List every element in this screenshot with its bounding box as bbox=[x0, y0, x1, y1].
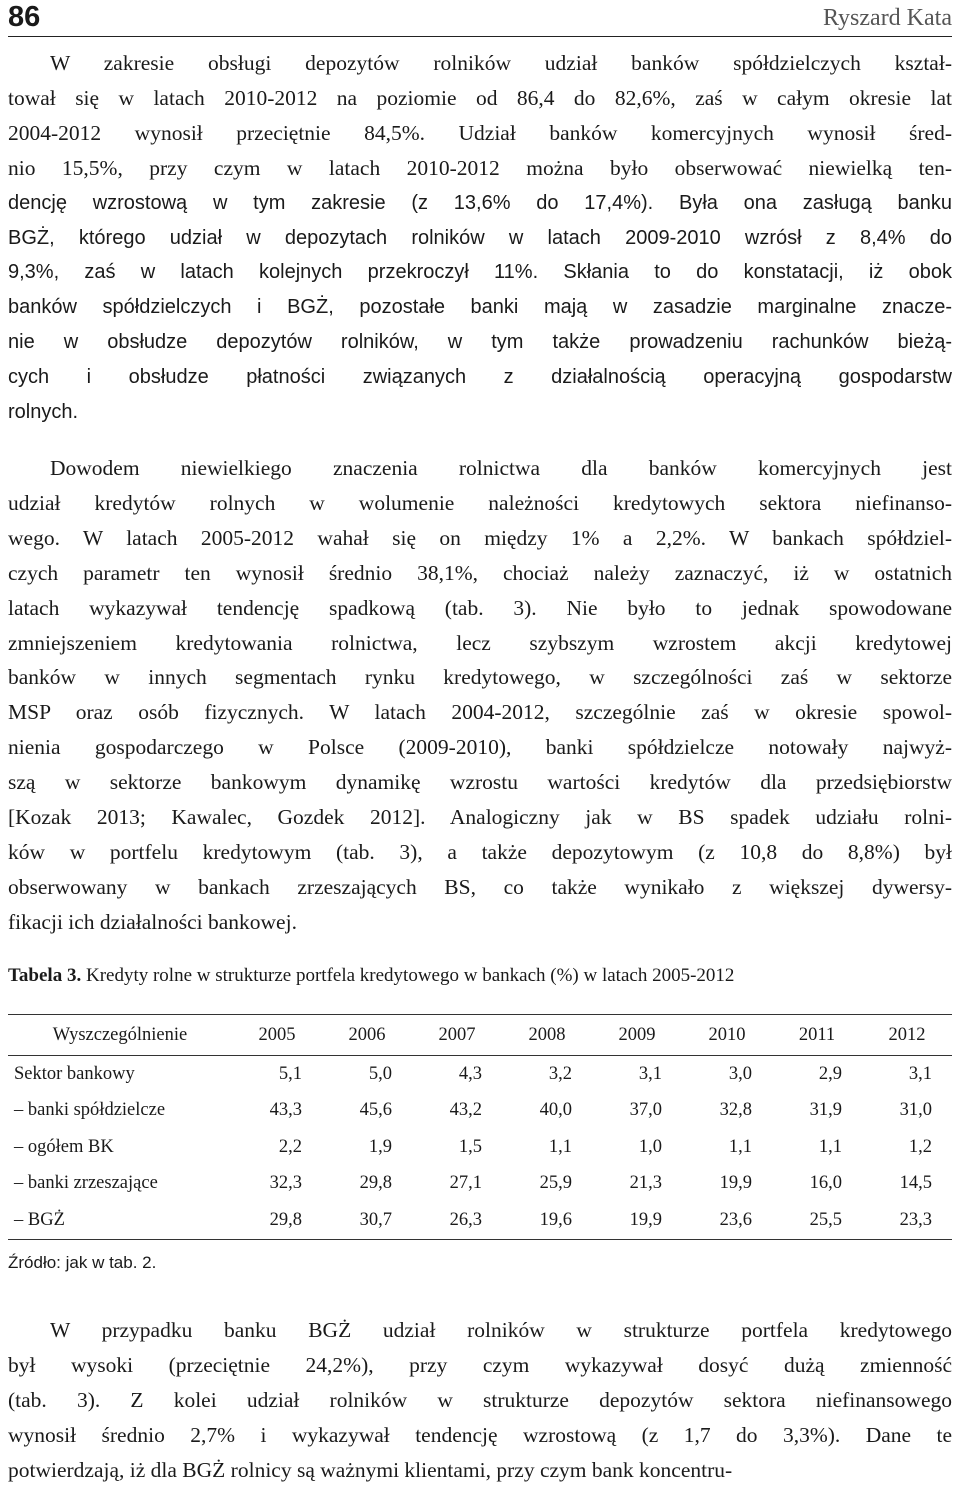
table-caption-label: Tabela 3. bbox=[8, 965, 82, 986]
paragraph-3 bbox=[8, 1313, 952, 1488]
paragraph-2 bbox=[8, 451, 952, 940]
text-line: banków spółdzielczych i BGŻ, pozostałe banki mają w zasadzie marginalne znacze- bbox=[8, 296, 952, 319]
table-cell: 5,1 bbox=[278, 1063, 302, 1084]
table-cell: 2,9 bbox=[818, 1063, 842, 1084]
table-header-year: 2007 bbox=[412, 1015, 502, 1056]
table-cell: 1,1 bbox=[728, 1136, 752, 1157]
table-cell: 3,2 bbox=[548, 1063, 572, 1084]
table-header-year: 2009 bbox=[592, 1015, 682, 1056]
table-cell: 23,3 bbox=[862, 1202, 952, 1239]
table-header-year: 2011 bbox=[772, 1015, 862, 1056]
table-cell: 37,0 bbox=[629, 1100, 662, 1121]
table-cell: 30,7 bbox=[322, 1202, 412, 1239]
table-row bbox=[8, 1202, 952, 1239]
table-row bbox=[8, 1056, 952, 1093]
text-line: zmniejszeniem kredytowania rolnictwa, lecz szybszym wzrostem akcji kredytowej bbox=[8, 630, 952, 655]
text-line: 2004-2012 wynosił przeciętnie 84,5%. Udział banków komercyjnych wynosił śred- bbox=[8, 120, 952, 145]
table-cell: 21,3 bbox=[629, 1173, 662, 1194]
text-line: latach wykazywał tendencję spadkową (tab. 3). Nie było to jednak spowodowane bbox=[8, 595, 952, 620]
text-line: cych i obsłudze płatności związanych z działalnością operacyjną gospodarstw bbox=[8, 366, 952, 389]
table-cell: 1,1 bbox=[548, 1136, 572, 1157]
table-header-year: 2006 bbox=[322, 1015, 412, 1056]
table-cell: 32,3 bbox=[269, 1173, 302, 1194]
table-cell: 45,6 bbox=[359, 1100, 392, 1121]
text-line: czych parametr ten wynosił średnio 38,1%, chociaż należy zaznaczyć, iż w ostatnich bbox=[8, 560, 952, 585]
text-line: (tab. 3). Z kolei udział rolników w strukturze depozytów sektora niefinansowego bbox=[8, 1387, 952, 1412]
table-cell: 32,8 bbox=[719, 1100, 752, 1121]
table-header-year: 2012 bbox=[862, 1015, 952, 1056]
text-line: był wysoki (przeciętnie 24,2%), przy czym wykazywał dosyć dużą zmienność bbox=[8, 1352, 952, 1377]
text-line: BGŻ, którego udział w depozytach rolników w latach 2009-2010 wzrósł z 8,4% do bbox=[8, 226, 952, 249]
table-cell: 23,6 bbox=[682, 1202, 772, 1239]
table-cell: 29,8 bbox=[232, 1202, 322, 1239]
text-line: nie w obsłudze depozytów rolników, w tym także prowadzeniu rachunków bieżą- bbox=[8, 331, 952, 354]
table-cell: 1,2 bbox=[908, 1136, 932, 1157]
text-line: wego. W latach 2005-2012 wahał się on między 1% a 2,2%. W bankach spółdziel- bbox=[8, 525, 952, 550]
table-row-label: Sektor bankowy bbox=[14, 1063, 135, 1084]
table-cell: 14,5 bbox=[899, 1173, 932, 1194]
table-cell: 1,5 bbox=[458, 1136, 482, 1157]
table-header-year: 2010 bbox=[682, 1015, 772, 1056]
table-cell: 43,2 bbox=[449, 1100, 482, 1121]
text-line: fikacji ich działalności bankowej. bbox=[8, 909, 297, 934]
text-line: banków w innych segmentach rynku kredytowego, w szczególności zaś w sektorze bbox=[8, 665, 952, 690]
table-cell: 29,8 bbox=[359, 1173, 392, 1194]
table-caption bbox=[8, 963, 734, 989]
text-line: W przypadku banku BGŻ udział rolników w strukturze portfela kredytowego bbox=[50, 1318, 952, 1342]
credit-table bbox=[8, 1014, 952, 1240]
table-row-label: – ogółem BK bbox=[14, 1136, 114, 1157]
table-cell: 27,1 bbox=[449, 1173, 482, 1194]
table-header-year: 2005 bbox=[232, 1015, 322, 1056]
text-line: [Kozak 2013; Kawalec, Gozdek 2012]. Analogiczny jak w BS spadek udziału rolni- bbox=[8, 805, 952, 830]
table-cell: 26,3 bbox=[412, 1202, 502, 1239]
table-cell: 2,2 bbox=[278, 1136, 302, 1157]
table-header-label: Wyszczególnienie bbox=[8, 1015, 232, 1056]
table-header-row bbox=[8, 1015, 952, 1056]
table-source: Źródło: jak w tab. 2. bbox=[8, 1253, 157, 1272]
table-row bbox=[8, 1093, 952, 1130]
text-line: 9,3%, zaś w latach kolejnych przekroczył 11%. Skłania to do konstatacji, iż obok bbox=[8, 261, 952, 284]
text-line: udział kredytów rolnych w wolumenie należności kredytowych sektora niefinanso- bbox=[8, 490, 952, 515]
table-cell: 16,0 bbox=[809, 1173, 842, 1194]
page-header bbox=[8, 0, 952, 37]
table-cell: 43,3 bbox=[269, 1100, 302, 1121]
text-line: MSP oraz osób fizycznych. W latach 2004-2012, szczególnie zaś w okresie spowol- bbox=[8, 700, 952, 725]
text-line: dencję wzrostową w tym zakresie (z 13,6% do 17,4%). Była ona zasługą banku bbox=[8, 191, 952, 214]
text-line: Dowodem niewielkiego znaczenia rolnictwa dla banków komercyjnych jest bbox=[50, 456, 952, 480]
table-cell: 1,9 bbox=[368, 1136, 392, 1157]
table-cell: 31,9 bbox=[809, 1100, 842, 1121]
table-cell: 1,1 bbox=[818, 1136, 842, 1157]
page-number: 86 bbox=[8, 1, 41, 33]
table-cell: 19,6 bbox=[502, 1202, 592, 1239]
table-cell: 3,0 bbox=[728, 1063, 752, 1084]
table-cell: 5,0 bbox=[368, 1063, 392, 1084]
text-line: tował się w latach 2010-2012 na poziomie od 86,4 do 82,6%, zaś w całym okresie lat bbox=[8, 85, 952, 110]
table-row bbox=[8, 1129, 952, 1166]
text-line: wynosił średnio 2,7% i wykazywał tendencję wzrostową (z 1,7 do 3,3%). Dane te bbox=[8, 1422, 952, 1447]
text-line: nienia gospodarczego w Polsce (2009-2010), banki spółdzielcze notowały najwyż- bbox=[8, 735, 952, 760]
table-caption-text: Kredyty rolne w strukturze portfela kredytowego w bankach (%) w latach 2005-2012 bbox=[81, 965, 735, 986]
table-cell: 31,0 bbox=[899, 1100, 932, 1121]
text-line: rolnych. bbox=[8, 401, 79, 424]
table-cell: 4,3 bbox=[458, 1063, 482, 1084]
table-row-label: – BGŻ bbox=[8, 1202, 232, 1239]
text-line: potwierdzają, iż dla BGŻ rolnicy są ważnymi klientami, przy czym bank koncentru- bbox=[8, 1457, 733, 1482]
text-line: szą w sektorze bankowym dynamikę wzrostu wartości kredytów dla przedsiębiorstw bbox=[8, 770, 952, 795]
table-row-label: – banki spółdzielcze bbox=[14, 1100, 166, 1121]
table-cell: 3,1 bbox=[908, 1063, 932, 1084]
text-line: W zakresie obsługi depozytów rolników udział banków spółdzielczych kształ- bbox=[50, 51, 952, 75]
text-line: nio 15,5%, przy czym w latach 2010-2012 można było obserwować niewielką ten- bbox=[8, 155, 952, 180]
table-cell: 19,9 bbox=[592, 1202, 682, 1239]
table-cell: 40,0 bbox=[539, 1100, 572, 1121]
table-cell: 19,9 bbox=[719, 1173, 752, 1194]
text-line: ków w portfelu kredytowym (tab. 3), a także depozytowym (z 10,8 do 8,8%) był bbox=[8, 839, 952, 864]
table-cell: 25,5 bbox=[772, 1202, 862, 1239]
table-cell: 25,9 bbox=[539, 1173, 572, 1194]
table-row-label: – banki zrzeszające bbox=[14, 1173, 158, 1194]
table-cell: 3,1 bbox=[638, 1063, 662, 1084]
paragraph-1 bbox=[8, 46, 952, 430]
running-head-author: Ryszard Kata bbox=[823, 5, 952, 31]
text-line: obserwowany w bankach zrzeszających BS, co także wynikało z większej dywersy- bbox=[8, 874, 952, 899]
table-cell: 1,0 bbox=[638, 1136, 662, 1157]
table-row bbox=[8, 1166, 952, 1203]
table-header-year: 2008 bbox=[502, 1015, 592, 1056]
